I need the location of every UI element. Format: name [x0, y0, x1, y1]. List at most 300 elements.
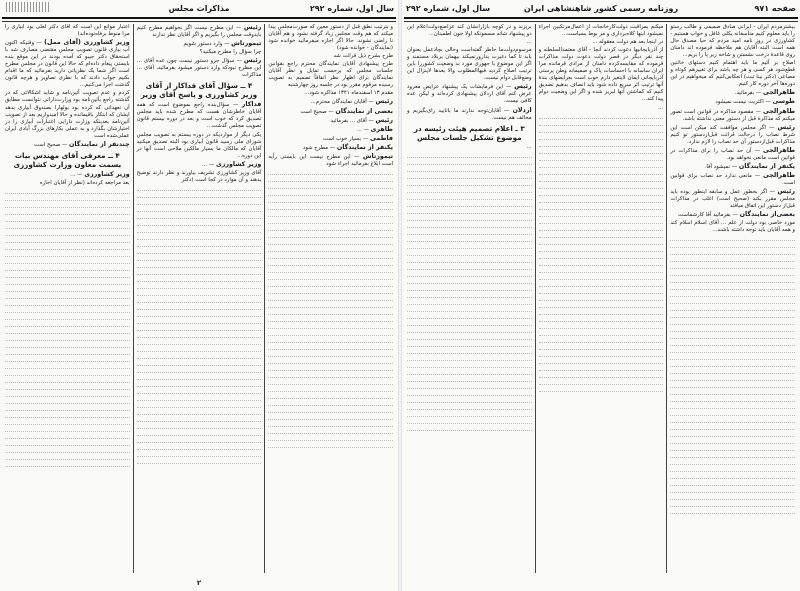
header-rule-thin [404, 21, 798, 22]
filler-text-line [5, 377, 130, 383]
body-paragraph [137, 49, 262, 56]
filler-text-line [137, 290, 262, 296]
speaker-paragraph [670, 188, 795, 210]
filler-text-line [539, 218, 664, 224]
paragraph-text: مورد خاصی بود دولت از علم ... آقای اسلام اسلام کند و همه آقایان باید توجه داشته باشند... [670, 220, 795, 234]
filler-text-line [407, 222, 532, 228]
speaker-name: رئیس [243, 24, 262, 31]
paragraph-text: اگر مجلس موافقت کند میکن است این شرط نصاب را درحالت قرائت قبل‌ازدستور تو کنیم مذاکرات قبل‌ازدستور آن حد نصاب را لازم ندارد. [670, 124, 795, 145]
speaker-separator: — [34, 40, 45, 47]
filler-text-line [670, 340, 795, 346]
filler-text-line [268, 309, 393, 315]
filler-text-line [5, 314, 130, 320]
filler-text-line [670, 347, 795, 353]
filler-text-line [670, 466, 795, 472]
filler-text-line [670, 431, 795, 437]
filler-text-line [137, 213, 262, 219]
filler-text-line [5, 356, 130, 362]
filler-text-line [539, 246, 664, 252]
filler-text-line [670, 501, 795, 507]
filler-text-line [137, 339, 262, 345]
filler-text-line [539, 302, 664, 308]
speaker-separator: — [366, 99, 376, 106]
paragraph-text: این فرمایشات یک پیشنهاد عرایض معرود عرض کنم آقای اردلان پیشنهادی کرده‌اند و لیکن عده کافی نیست. [406, 84, 532, 105]
filler-text-line [670, 459, 795, 465]
paragraph-text: بفرمائید آقا کارشماست [678, 212, 731, 219]
right-page-header [402, 2, 800, 16]
body-paragraph [5, 90, 130, 139]
filler-text-line [407, 348, 532, 354]
filler-text-line [137, 276, 262, 282]
filler-text-line [407, 411, 532, 417]
filler-text-line [670, 256, 795, 262]
filler-text-line [5, 419, 130, 425]
speaker-paragraph [670, 211, 795, 219]
filler-text-line [407, 243, 532, 249]
filler-text-line [407, 187, 532, 193]
filler-text-line [407, 404, 532, 410]
speaker-separator: — [328, 144, 337, 151]
filler-text-line [407, 166, 532, 172]
left-page-header [0, 2, 398, 16]
speaker-paragraph [670, 98, 795, 106]
speaker-separator: — [234, 58, 244, 65]
speaker-separator: — [503, 84, 515, 91]
filler-text-line [268, 372, 393, 378]
paragraph-text: آقای ... بفرمائید [330, 117, 367, 124]
filler-text-line [268, 393, 393, 399]
filler-text-line [539, 323, 664, 329]
filler-text-line [137, 381, 262, 387]
ink-stamp-mark [6, 2, 50, 12]
body-paragraph [268, 90, 393, 97]
filler-text-line [670, 473, 795, 479]
speaker-name: فداکار [241, 101, 262, 109]
filler-text-line [5, 216, 130, 222]
filler-text-line [407, 271, 532, 277]
filler-text-line [5, 251, 130, 257]
filler-text-line [268, 316, 393, 322]
filler-text-line [670, 333, 795, 339]
speaker-separator: — [730, 212, 740, 219]
paragraph-text: و بترتیب نطق قبل از دستور معین که صورت‌مجلس پیدا میکند که هم وقت مجلس زیاد گرفته نشود و هم آقایان نا راضی نشوند. حالا اگر اجازه میفرمائید خوانده شود (نمایندگان - خوانده شود) [268, 24, 393, 52]
filler-text-line [137, 332, 262, 338]
paragraph-text: وقتیکه اکنون آب بیاری قانون تصویب مجلس مقتضی مصارف شد با استحقاق دکتر جیبو که آمده بودند در این موقع بنده بایستی پیغام داده‌ام که حالا این قانون در مجلس مطرح است اگر شما یک نظریاتی دارید بفرمائید که ما اقدام بکنیم جواب دادند که با نظری تصاویر و هرچه قانون گذشت اجرا می‌کنیم... [4, 40, 130, 89]
speaker-name: وزیر کشاورزی (آقای ممل) [44, 39, 130, 47]
filler-text-line [407, 285, 532, 291]
filler-text-line [5, 349, 130, 355]
paragraph-text: ... [526, 39, 532, 46]
speaker-paragraph [670, 172, 795, 187]
filler-text-line [670, 368, 795, 374]
body-paragraph [407, 24, 532, 38]
filler-text-line [670, 277, 795, 283]
filler-text-line [539, 358, 664, 364]
speaker-name: رئیس [514, 83, 532, 91]
filler-text-line [5, 237, 130, 243]
header-rule-thin [2, 21, 396, 22]
filler-text-line [268, 253, 393, 259]
section-heading: ۴ ــ سؤال آقای فداکار از آقای وزیر کشاورزی و پاسخ آقای وزیر [140, 81, 258, 100]
filler-text-line [5, 265, 130, 271]
filler-text-line [137, 262, 262, 268]
speaker-separator: — [326, 108, 336, 115]
filler-text-line [670, 389, 795, 395]
filler-text-line [670, 487, 795, 493]
filler-text-line [539, 127, 664, 133]
filler-text-line [539, 267, 664, 273]
paragraph-text: سؤال جزو دستور نیست چون عده آقای ... این مطرح نبودکه وارد دستور میشود بفرمائید، آقای ... مذاکرات [136, 58, 262, 79]
filler-text-line [539, 379, 664, 385]
paragraph-text: طرح پیشنهادی آقایان نمایندگان محترم راجع بقوانین جلسات مجلس که برحسب تمایل و نظر آقایان نمایندگان برای اظهار نظر اتفاقاً تصمیم به تصویب رسیده مرقوم مقرر بود در جلسه روز چهارشنبه [268, 61, 393, 89]
speaker-separator: — [350, 153, 363, 160]
filler-text-line [407, 313, 532, 319]
filler-text-line [5, 335, 130, 341]
filler-text-line [5, 202, 130, 208]
section-title: مذاکرات مجلس [168, 4, 230, 13]
speaker-name: بعضی‌از نمایندگان [739, 211, 795, 219]
body-paragraph [5, 180, 130, 187]
filler-text-line [268, 442, 393, 448]
filler-text-line [137, 283, 262, 289]
speaker-separator: — [754, 90, 763, 97]
filler-text-line [5, 363, 130, 369]
filler-text-line [670, 452, 795, 458]
body-paragraph [268, 61, 393, 89]
filler-text-line [137, 437, 262, 443]
speaker-separator: — [366, 117, 376, 124]
filler-text-line [407, 355, 532, 361]
filler-text-line [268, 386, 393, 392]
filler-text-line [137, 325, 262, 331]
filler-text-line [137, 255, 262, 261]
body-paragraph [407, 39, 532, 46]
filler-text-line [5, 230, 130, 236]
paragraph-text: بیشترمردم ایران - ایرانی صادق صمیمی و طالب رستو را باید معلوم کنیم متأسفانه یکلی غافل و خواب هستیم - کشاورزی در روز نامه امید مردم که حیا مصدق حال همه است البته آقایان هم ملاحظه فرموده اند دامنان روی قاعدهٔ درخت نشستن و شاخه زیر پا را بریم... [670, 24, 795, 59]
filler-text-line [539, 309, 664, 315]
filler-text-line [407, 152, 532, 158]
filler-text-line [268, 288, 393, 294]
filler-text-line [268, 211, 393, 217]
speaker-name: رئیس [243, 57, 262, 65]
filler-text-line [268, 344, 393, 350]
paragraph-text: میکنم بمراقبت دولت‌کارخانجات از اعمال‌مرتکبین اجراء نمیشود اینها کلاه‌برداری و مر بوط بسیاست... [538, 24, 664, 38]
filler-text-line [268, 281, 393, 287]
filler-text-line [407, 257, 532, 263]
paragraph-text: صحیح است [33, 141, 61, 148]
filler-text-line [407, 306, 532, 312]
filler-text-line [539, 197, 664, 203]
body-paragraph [539, 39, 664, 46]
filler-text-line [407, 264, 532, 270]
filler-text-line [407, 194, 532, 200]
filler-text-line [539, 183, 664, 189]
body-paragraph [670, 60, 795, 88]
speaker-separator: — [233, 25, 244, 31]
filler-text-line [670, 291, 795, 297]
filler-text-line [407, 369, 532, 375]
speaker-separator: — [751, 172, 763, 179]
filler-text-line [268, 428, 393, 434]
filler-text-line [137, 304, 262, 310]
filler-text-line [670, 410, 795, 416]
paragraph-text: اکثریت نیست نمیشود [715, 99, 764, 106]
body-paragraph [268, 53, 393, 60]
filler-text-line [407, 299, 532, 305]
speaker-separator: — [229, 102, 242, 109]
filler-text-line [5, 433, 130, 439]
filler-text-line [539, 372, 664, 378]
speaker-name: وزیر کشاورزی [215, 160, 262, 168]
body-paragraph [407, 47, 532, 82]
filler-text-line [268, 239, 393, 245]
filler-text-line [5, 244, 130, 250]
filler-text-line [137, 318, 262, 324]
filler-text-line [539, 204, 664, 210]
filler-text-line [268, 274, 393, 280]
filler-text-line [539, 344, 664, 350]
filler-text-line [137, 297, 262, 303]
speaker-separator: — [500, 107, 513, 114]
body-paragraph [670, 220, 795, 234]
paragraph-text: اعتبار موانع این است که آقای دکتر لعلی بود آبیاری را مرا منوط برفاه‌نوده‌اند) [4, 24, 130, 38]
page-number: ۲ [196, 579, 202, 587]
filler-text-line [539, 330, 664, 336]
filler-text-line [5, 405, 130, 411]
speaker-paragraph [5, 39, 130, 89]
filler-text-line [5, 258, 130, 264]
speaker-separator: — [222, 41, 232, 48]
filler-text-line [137, 395, 262, 401]
filler-text-line [539, 176, 664, 182]
filler-text-line [5, 307, 130, 313]
body-paragraph [5, 24, 130, 38]
filler-text-line [670, 298, 795, 304]
speaker-name: طوسی [772, 98, 795, 106]
header-rule [2, 17, 396, 19]
issue-label: سال اول، شماره ۲۹۲ [406, 4, 491, 13]
paragraph-text: صحیح است [300, 108, 327, 115]
filler-text-line [670, 494, 795, 500]
speaker-name: طاهرالجی [762, 146, 795, 154]
body-paragraph [539, 47, 664, 103]
paragraph-text: در اینجا بعد هم دولت معقوله ... [592, 39, 664, 46]
filler-text-line [5, 461, 130, 467]
filler-text-line [137, 367, 262, 373]
filler-text-line [670, 375, 795, 381]
speaker-separator: — [763, 99, 773, 106]
speaker-paragraph [5, 171, 130, 179]
filler-text-line [670, 480, 795, 486]
filler-text-line [5, 440, 130, 446]
filler-text-line [670, 312, 795, 318]
speaker-paragraph [137, 161, 262, 169]
speaker-separator: — [730, 163, 739, 170]
filler-text-line [137, 234, 262, 240]
filler-text-line [539, 295, 664, 301]
filler-text-line [268, 176, 393, 182]
filler-text-line [5, 412, 130, 418]
paragraph-text: ... [526, 143, 532, 150]
filler-text-line [5, 426, 130, 432]
paragraph-text: یکی دیگر از مواردیکه در دوره بیستم به تصویب مجلس شورای ملی رسید قانون آبیاری بود البته تصدیق میکنید آقایان که مالکان ما بسیار مالکین ملاحی است آنها در این دوره... [136, 131, 262, 159]
filler-text-line [407, 362, 532, 368]
speaker-separator: — [60, 141, 69, 148]
speaker-paragraph [137, 57, 262, 79]
filler-text-line [539, 316, 664, 322]
speaker-paragraph [670, 163, 795, 171]
filler-text-line [407, 334, 532, 340]
section-heading: ۴ ــ معرفی آقای مهندس بیات بسمت معاون وزارت کشاورزی [13, 150, 122, 169]
filler-text-line [137, 409, 262, 415]
speaker-paragraph [268, 126, 393, 134]
filler-text-line [137, 458, 262, 464]
filler-text-line [137, 185, 262, 191]
speaker-name: وزیر کشاورزی [84, 170, 130, 178]
filler-text-line [268, 232, 393, 238]
filler-text-line [407, 418, 532, 424]
filler-text-line [268, 421, 393, 427]
paragraph-text: مرسوم‌دولت‌ما حاطر گفته‌است وحالی بچادعمل بعنوان بابد تا کما دغیرت بدارورنمیکند بیهمان بربلاد مستمند و اگر این موضوع با جهوری مورد بد وضعیت کشوررا باین ترتیب اصلاح کردید فبهاالمطلوب والا بعدها لاینزال این وضع‌قابل دوام نیست. [406, 47, 532, 82]
paragraph-text: آقایان نمایندگان محترم... [310, 99, 367, 106]
filler-text-line [137, 451, 262, 457]
filler-text-line [268, 414, 393, 420]
filler-text-line [137, 353, 262, 359]
filler-text-line [407, 229, 532, 235]
text-column [535, 24, 667, 573]
speaker-name: یکنفر از نمایندگان [738, 162, 795, 170]
filler-text-line [137, 360, 262, 366]
speaker-separator: — [361, 135, 370, 142]
filler-text-line [407, 236, 532, 242]
filler-text-line [268, 218, 393, 224]
filler-text-line [670, 305, 795, 311]
filler-text-line [539, 134, 664, 140]
filler-text-line [268, 183, 393, 189]
filler-text-line [5, 188, 130, 194]
filler-text-line [5, 328, 130, 334]
filler-text-line [268, 400, 393, 406]
filler-text-line [268, 407, 393, 413]
filler-text-line [268, 260, 393, 266]
filler-text-line [407, 201, 532, 207]
paragraph-text: ... [356, 126, 362, 133]
text-column [666, 24, 798, 573]
paragraph-text: بریزند و در کوچه بازارانشان کند عراضع‌دولت‌اعلام این دو پیشنهاد شاته مسمونکه اولا جون اطمینان... [406, 24, 532, 38]
paragraph-text: مطرح شود [302, 144, 329, 151]
filler-text-line [407, 215, 532, 221]
paragraph-text: مقدم ۱۳ اسفندماه ۱۳۴۱ مذاکره شود... [304, 90, 393, 97]
paragraph-text: مانعی ندارد حد نصاب برای قوانین است. [670, 172, 795, 186]
filler-text-line [137, 199, 262, 205]
filler-text-line [268, 302, 393, 308]
filler-text-line [670, 326, 795, 332]
filler-text-line [5, 384, 130, 390]
filler-text-line [539, 155, 664, 161]
speaker-paragraph [137, 24, 262, 39]
speaker-paragraph [268, 153, 393, 168]
filler-text-line [5, 342, 130, 348]
filler-text-line [539, 148, 664, 154]
left-page-columns [2, 24, 396, 573]
filler-text-line [137, 311, 262, 317]
filler-text-line [407, 208, 532, 214]
filler-text-line [137, 248, 262, 254]
text-column [133, 24, 265, 573]
filler-text-line [407, 159, 532, 165]
speaker-separator: — [361, 126, 371, 133]
speaker-separator: — [751, 147, 763, 154]
filler-text-line [670, 424, 795, 430]
speaker-separator: — [753, 108, 763, 115]
filler-text-line [539, 260, 664, 266]
filler-text-line [539, 351, 664, 357]
filler-text-line [539, 113, 664, 119]
paragraph-text: از آذربایجانیها دعوت کردند آنجا - آقای معتمدالسلطنه و چند نفر دیگر در قصر دولت دعوت دولت مذاکرات قرموده که مقایسه‌کرده دامنان از مرادی قرمانده مرا ایران ساسانه با احساسات پاک و صمیمانه وطن پرستی آذربایجانی ایمان لایتغیر دارم خوب است بعرایضهای بندهٔ آنها ترتیب اثر سریع داده شود باید انصاف بدهیم تصدیق کنیم که کماشتن آنها لبریز شده و اگر این وضعیت دوام پیدا کند... [538, 47, 664, 103]
paragraph-text: اگر بخطور عمل و سابقه اینطور بوده باید مجلس مقرر بکند (صحیح است) اغلب در مذاکرات قبل‌از دستور این اتفاق میافتد [670, 188, 795, 210]
filler-text-line [407, 425, 532, 431]
right-page [402, 0, 800, 591]
filler-text-line [539, 253, 664, 259]
filler-text-line [268, 323, 393, 329]
filler-text-line [268, 204, 393, 210]
speaker-paragraph [268, 144, 393, 152]
paragraph-text: این مطرح نیست اگر بخواهیم مطرح کنیم بایدوقت مجلس را بگیریم و اگر آقایان نظر ندارند [136, 25, 262, 39]
filler-text-line [539, 281, 664, 287]
paragraph-text: بسیار خوب است [323, 135, 362, 142]
filler-text-line [268, 267, 393, 273]
filler-text-line [137, 206, 262, 212]
filler-text-line [539, 169, 664, 175]
filler-text-line [407, 292, 532, 298]
filler-text-line [268, 337, 393, 343]
speaker-paragraph [407, 83, 532, 105]
filler-text-line [670, 508, 795, 514]
text-column [264, 24, 396, 573]
paragraph-text: بفرمائید. [734, 90, 755, 97]
speaker-name: رئیس [777, 123, 796, 131]
filler-text-line [268, 190, 393, 196]
body-paragraph [539, 105, 664, 112]
left-page [0, 0, 398, 591]
speaker-name: طاهرالجی [763, 171, 796, 179]
speaker-name: رئیس [777, 187, 795, 195]
filler-text-line [268, 246, 393, 252]
speaker-paragraph [137, 40, 262, 48]
text-column [404, 24, 535, 573]
paragraph-text: آقایان‌توجه ندارند ما با‌تایید رای‌بگیریم و مخالف هم نیست. [406, 107, 532, 121]
speaker-separator: — [765, 124, 778, 131]
speaker-separator: — [75, 171, 85, 178]
speaker-name: بعضی از نمایندگان [335, 107, 393, 115]
filler-text-line [670, 445, 795, 451]
speaker-paragraph [407, 107, 532, 122]
filler-text-line [670, 361, 795, 367]
filler-text-line [407, 341, 532, 347]
filler-text-line [137, 430, 262, 436]
filler-text-line [407, 376, 532, 382]
paragraph-text: مقصود مذاکره در قوانین است تصور میکنم که مذاکرهٔ قبل از دستور معنی نداشته باشد. [670, 108, 795, 122]
filler-text-line [137, 227, 262, 233]
filler-text-line [268, 295, 393, 301]
filler-text-line [670, 396, 795, 402]
speaker-paragraph [670, 89, 795, 97]
speaker-name: چندنفر از نمایندگان [69, 140, 130, 148]
right-page-columns [404, 24, 798, 573]
paragraph-text: بعد مراجعه کرده‌اند (نظر از آقایان اجازه [39, 179, 130, 186]
speaker-name: طاهرالجی [762, 89, 795, 97]
filler-text-line [5, 279, 130, 285]
